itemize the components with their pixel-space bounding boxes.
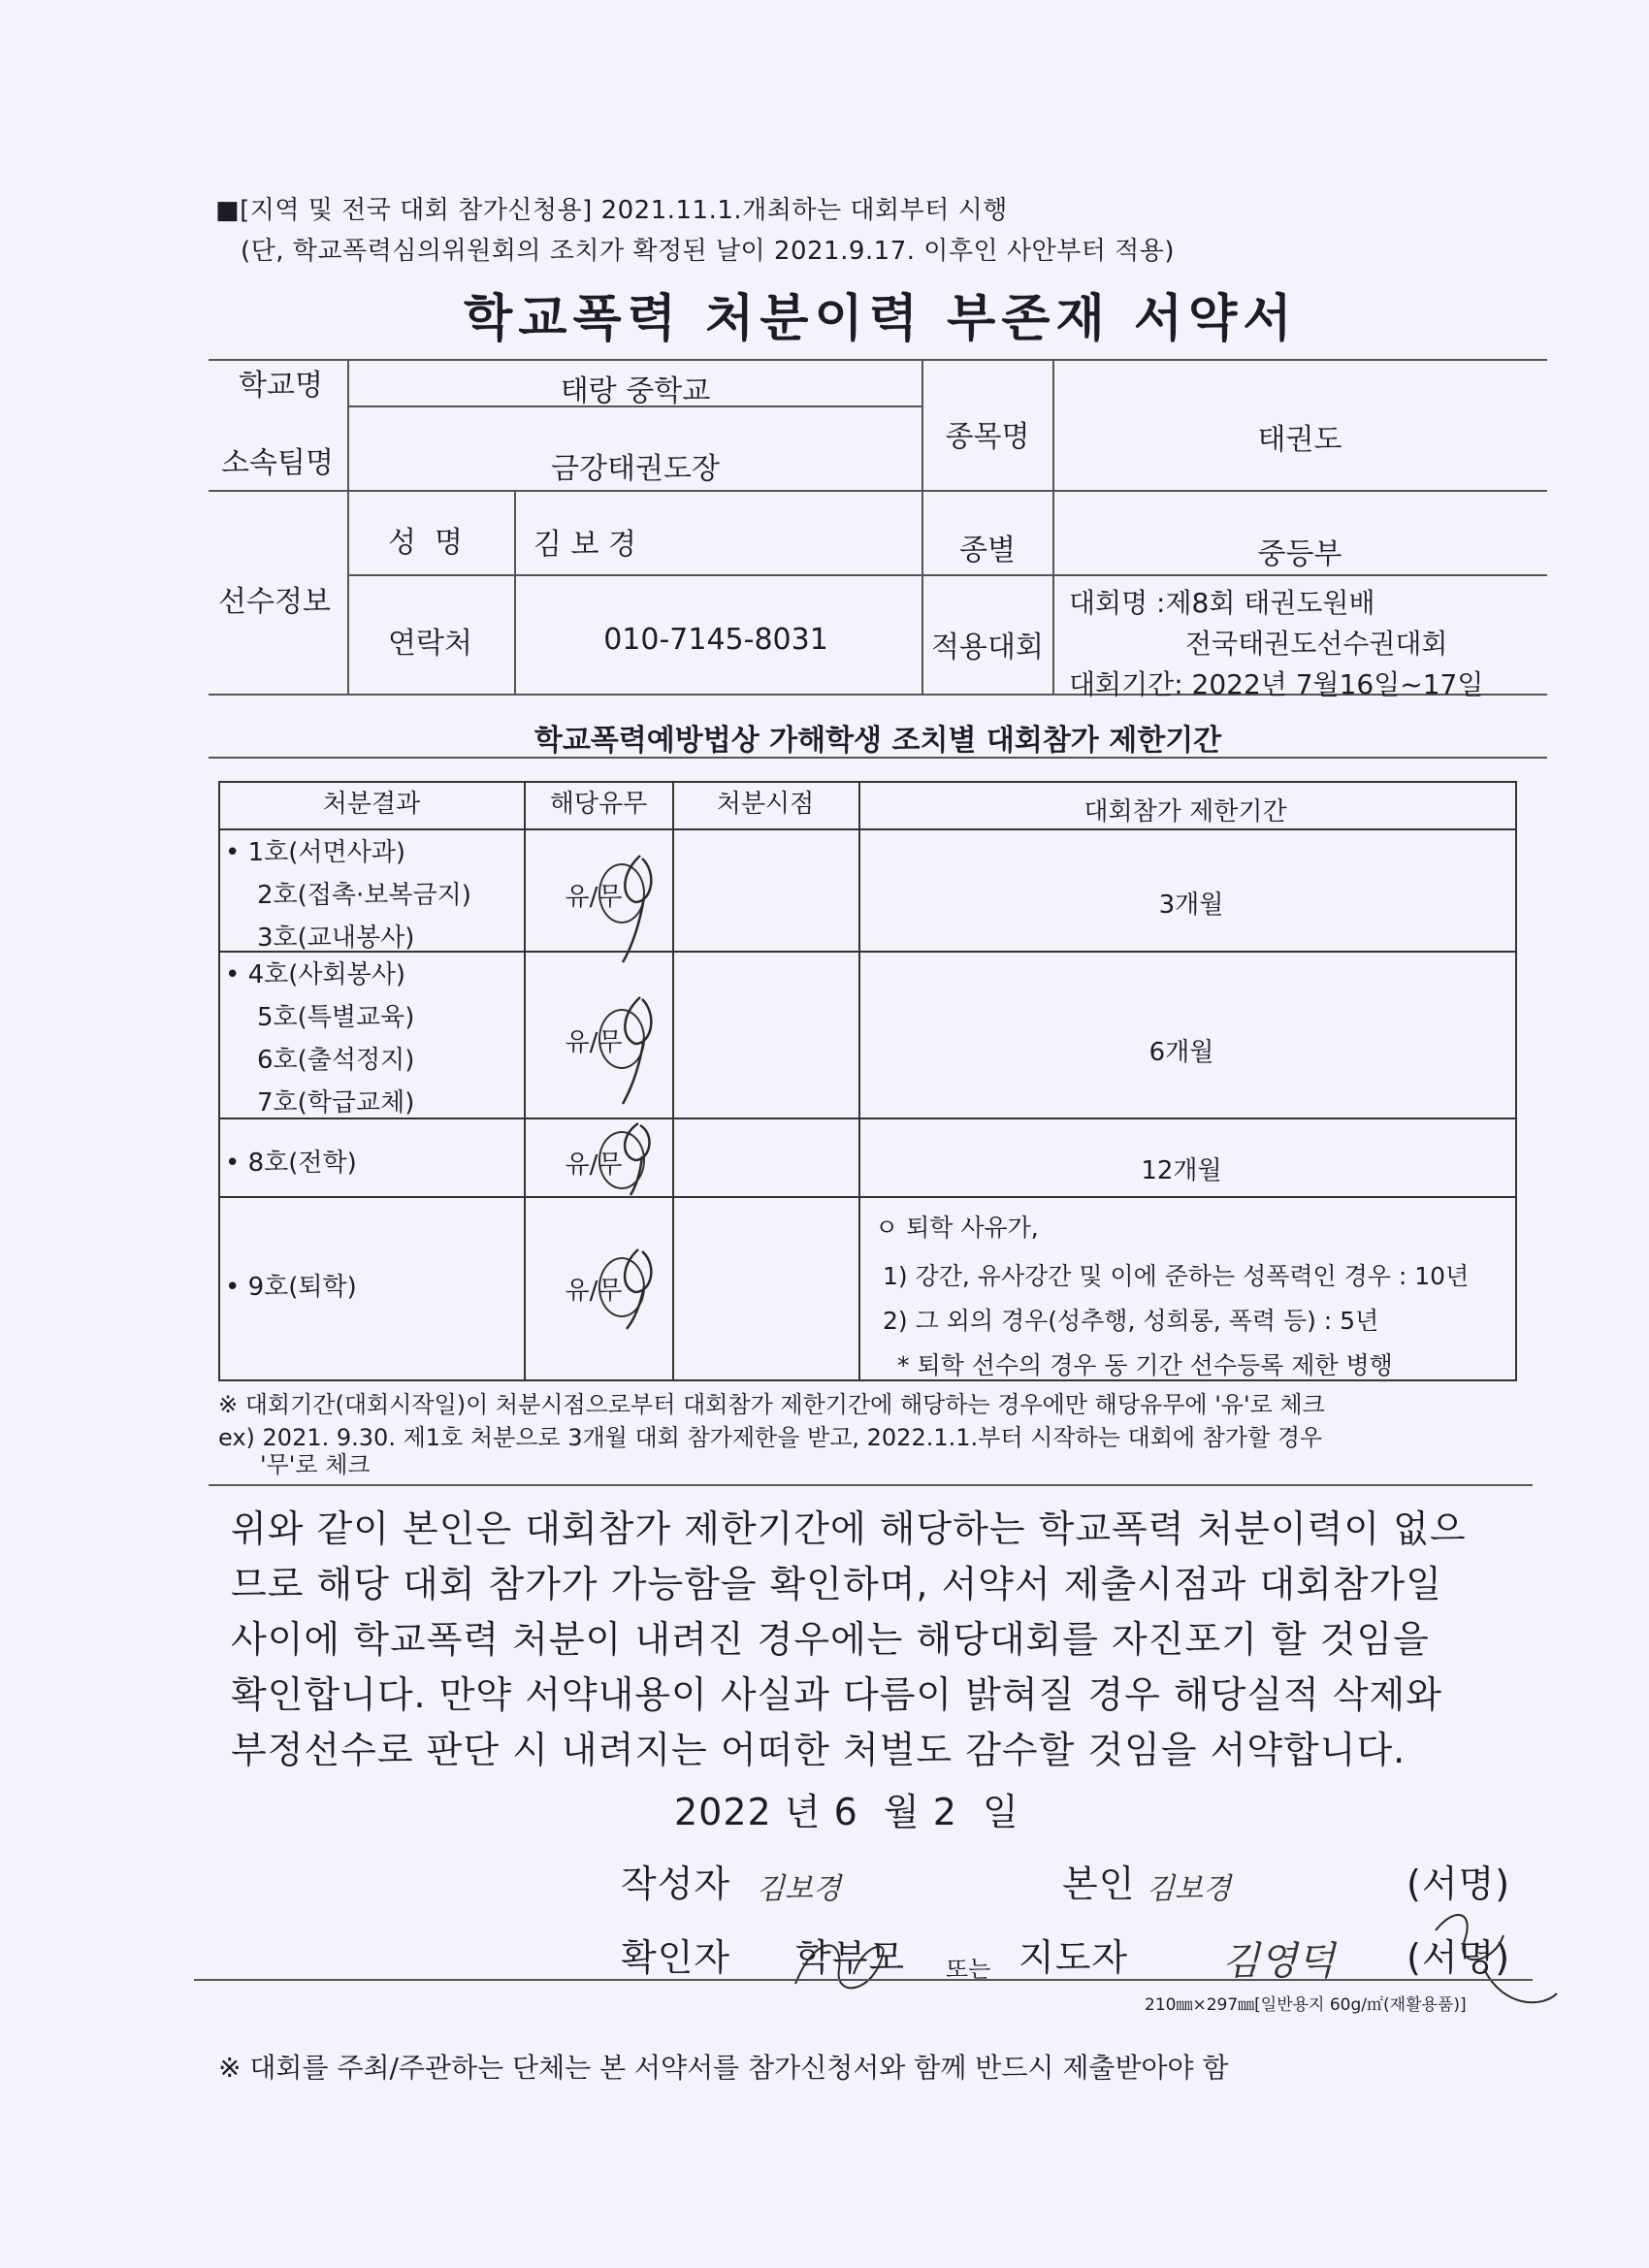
pledge-line: 부정선수로 판단 시 내려지는 어떠한 처벌도 감수할 것임을 서약합니다. [231,1729,1406,1771]
player-info-label: 선수정보 [218,585,331,619]
divider [218,828,1515,830]
contact-value: 010-7145-8031 [603,623,828,657]
divider [858,781,860,1379]
column-header: 해당유무 [549,790,648,819]
division-value: 중등부 [1257,537,1342,571]
table-row-item: • 1호(서면사과) [225,838,406,867]
column-header: 처분시점 [716,790,815,819]
divider [209,757,1547,759]
table-row-item: • 9호(퇴학) [225,1273,357,1302]
team-value: 금강태권도장 [551,452,720,486]
divider [922,359,923,694]
event-value: 태권도 [1257,423,1342,457]
table-note: '무'로 체크 [260,1451,371,1478]
school-value: 태랑 중학교 [560,374,711,408]
competition-name: 대회명 :제8회 태권도원배 [1069,587,1375,619]
divider [1052,359,1054,694]
sign-label: (서명) [1406,1863,1511,1905]
divider [209,1484,1533,1486]
table-note: ※ 대회기간(대회시작일)이 처분시점으로부터 대회참가 제한기간에 해당하는 경우에만 해당유무에 '유'로 체크 [218,1391,1325,1418]
coach-label: 지도자 [1018,1936,1129,1979]
table-row-item: 5호(특별교육) [257,1003,415,1032]
restriction-period: 6개월 [1148,1038,1214,1067]
team-label: 소속팀명 [221,446,334,480]
event-label: 종목명 [945,420,1030,454]
competition-name-2: 전국태권도선수권대회 [1185,628,1448,660]
page-title: 학교폭력 처분이력 부존재 서약서 [464,290,1298,348]
self-label: 본인 [1062,1863,1136,1905]
competition-period: 대회기간: 2022년 7월16일~17일 [1069,668,1484,700]
signature-scribble-icon [786,1916,902,2013]
column-header: 대회참가 제한기간 [1083,797,1287,826]
divider [514,490,516,694]
check-yes-no: 유/무 [565,883,623,912]
restriction-heading: 학교폭력예방법상 가해학생 조치별 대회참가 제한기간 [534,724,1222,758]
restriction-detail: 1) 강간, 유사강간 및 이에 준하는 성폭력인 경우 : 10년 [883,1262,1470,1290]
table-note: ex) 2021. 9.30. 제1호 처분으로 3개월 대회 참가제한을 받고, 2022.1.1.부터 시작하는 대회에 참가할 경우 [218,1424,1323,1451]
coach-handwritten-name: 김영덕 [1222,1939,1335,1984]
name-value: 김 보 경 [534,528,637,562]
header-note-2: (단, 학교폭력심의위원회의 조치가 확정된 날이 2021.9.17. 이후인 사안부터 적용) [241,237,1176,266]
table-row-item: 2호(접촉·보복금지) [257,881,471,910]
divider [524,781,526,1379]
author-handwritten-name: 김보경 [757,1872,841,1906]
self-handwritten-name: 김보경 [1147,1872,1231,1906]
restriction-detail: * 퇴학 선수의 경우 동 기간 선수등록 제한 병행 [897,1351,1393,1379]
school-label: 학교명 [239,369,323,403]
column-header: 처분결과 [322,790,421,819]
division-label: 종별 [959,534,1016,567]
author-label: 작성자 [621,1863,731,1905]
divider [349,574,1547,576]
restriction-detail: 2) 그 외의 경우(성추행, 성희롱, 폭력 등) : 5년 [883,1307,1379,1335]
or-label: 또는 [946,1956,991,1983]
competition-label: 적용대회 [931,631,1044,664]
pledge-line: 확인합니다. 만약 서약내용이 사실과 다름이 밝혀질 경우 해당실적 삭제와 [231,1673,1442,1716]
restriction-period: 12개월 [1141,1156,1222,1185]
restriction-detail: ㅇ 퇴학 사유가, [875,1214,1039,1242]
footer-note: ※ 대회를 주최/주관하는 단체는 본 서약서를 참가신청서와 함께 반드시 제출받아야 함 [218,2052,1229,2084]
pledge-date: 2022 년 6 월 2 일 [674,1791,1019,1833]
divider [218,1196,1515,1198]
pledge-line: 위와 같이 본인은 대회참가 제한기간에 해당하는 학교폭력 처분이력이 없으 [231,1507,1467,1550]
sign-label-2: (서명) [1406,1936,1511,1979]
paper-spec: 210㎜×297㎜[일반용지 60g/㎡(재활용품)] [1145,1995,1467,2015]
divider [209,490,1547,492]
table-row-item: 3호(교내봉사) [257,923,415,953]
check-yes-no: 유/무 [565,1277,623,1306]
table-row-item: 7호(학급교체) [257,1088,415,1118]
restriction-period: 3개월 [1158,891,1224,920]
divider [347,359,349,694]
divider [209,359,1547,361]
handwritten-check-marks-icon [582,844,679,1387]
check-yes-no: 유/무 [565,1028,623,1057]
name-label: 성 명 [388,526,464,560]
table-row-item: • 8호(전학) [225,1149,357,1178]
parent-label: 학부모 [795,1936,906,1979]
confirmer-label: 확인자 [621,1936,731,1979]
header-note-1: ■[지역 및 전국 대회 참가신청용] 2021.11.1.개최하는 대회부터 시행 [215,196,1008,225]
pledge-line: 사이에 학교폭력 처분이 내려진 경우에는 해당대회를 자진포기 할 것임을 [231,1618,1430,1661]
divider [194,1979,1533,1981]
table-row-item: 6호(출석정지) [257,1046,415,1075]
contact-label: 연락처 [388,627,472,661]
check-yes-no: 유/무 [565,1150,623,1180]
pledge-line: 므로 해당 대회 참가가 가능함을 확인하며, 서약서 제출시점과 대회참가일 [231,1563,1442,1605]
table-row-item: • 4호(사회봉사) [225,960,406,989]
